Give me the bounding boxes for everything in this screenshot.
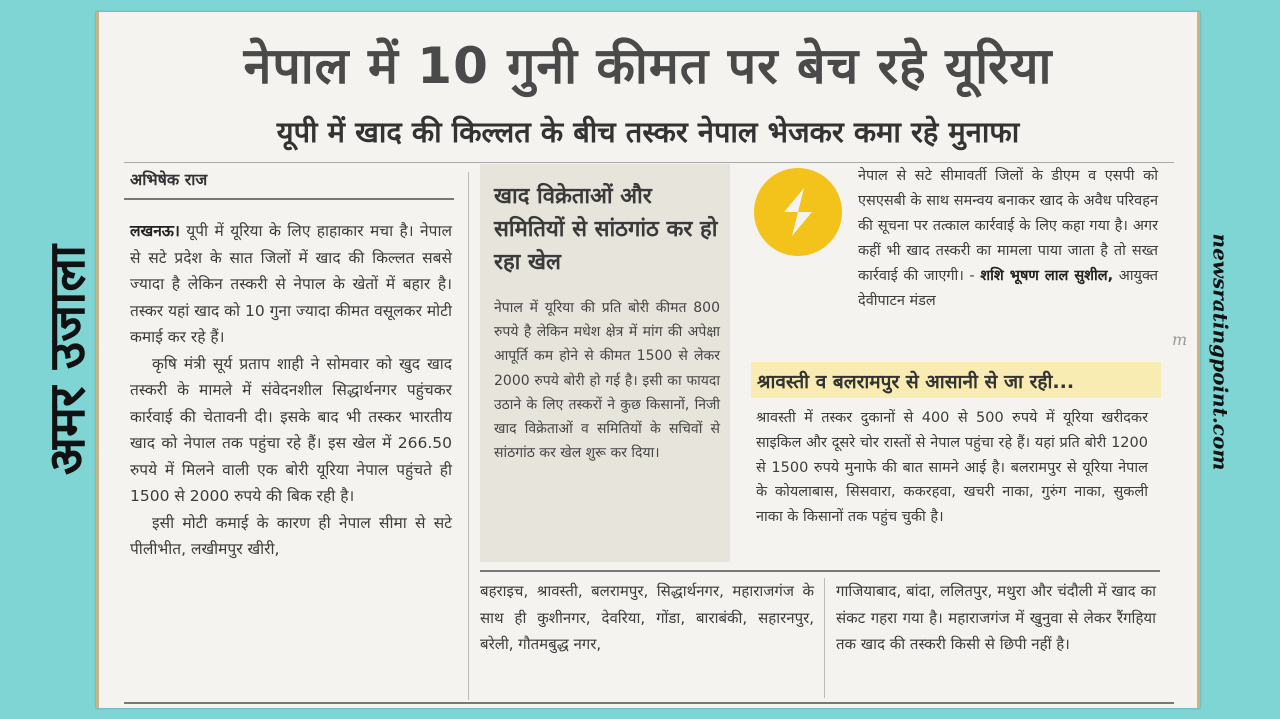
col1-paragraph-1: लखनऊ। यूपी में यूरिया के लिए हाहाकार मचा है। नेपाल से सटे प्रदेश के सात जिलों में खाद की किल्लत सबसे ज्यादा है लेकिन तस्करी से नेपाल के खेतों में बहार है। तस्कर यहां खाद को 10 गुना ज्यादा कीमत वसूलकर मोटी कमाई कर रहे हैं। (130, 222, 452, 346)
column-3-text: श्रावस्ती में तस्कर दुकानों से 400 से 500 रुपये में यूरिया खरीदकर साइकिल और दूसरे चोर रास्तों से नेपाल पहुंचा रहे हैं। यहां प्रति बोरी 1200 से 1500 रुपये मुनाफे की बात सामने आई है। बलरामपुर से यूरिया नेपाल के कोयलाबास, सिसवारा, ककरहवा, खचरी नाका, गुरुंग नाका, सुकली नाका के किसानों तक पहुंच चुकी है। (756, 410, 1148, 526)
quote-text: नेपाल से सटे सीमावर्ती जिलों के डीएम व एसपी को एसएसबी के साथ समन्वय बनाकर खाद के अवैध परिवहन की सूचना पर तत्काल कार्रवाई के लिए कहा गया है। अगर कहीं भी खाद तस्करी का मामला पाया जाता है तो सख्त कार्रवाई की जाएगी। - शशि भूषण लाल सुशील, आयुक्त देवीपाटन मंडल (858, 168, 1158, 309)
sidebar-box (480, 164, 730, 562)
highlight-heading-text: श्रावस्ती व बलरामपुर से आसानी से जा रही... (757, 371, 1075, 393)
watermark (1200, 222, 1240, 482)
col1-paragraph-2: कृषि मंत्री सूर्य प्रताप शाही ने सोमवार को खुद खाद तस्करी के मामले में संवेदनशील सिद्धार्थनगर पहुंचकर कार्रवाई की चेतावनी दी। इसके बाद भी तस्कर भारतीय खाद को नेपाल तक पहुंचा रहे हैं। इस खेल में 266.50 रुपये में मिलने वाली एक बोरी यूरिया नेपाल पहुंचते ही 1500 से 2000 रुपये की बिक रही है। (130, 354, 452, 505)
highlight-heading (751, 362, 1161, 398)
box-title: खाद विक्रेताओं और समितियों से सांठगांठ कर हो रहा खेल (494, 184, 718, 275)
column-divider-1 (468, 172, 469, 700)
subheadline: यूपी में खाद की किल्लत के बीच तस्कर नेपाल भेजकर कमा रहे मुनाफा (276, 115, 1020, 149)
rule-under-byline (124, 198, 454, 200)
quote-block (748, 164, 1158, 364)
byline: अभिषेक राज (130, 170, 208, 189)
watermark-text: newsratingpoint.com (1208, 233, 1233, 471)
quote-designation: आयुक्त देवीपाटन मंडल (858, 268, 1158, 309)
column-divider-2 (824, 578, 825, 698)
dateline: लखनऊ। (130, 222, 180, 240)
corner-mark: m (1172, 330, 1188, 349)
bottom-column-3: गाजियाबाद, बांदा, ललितपुर, मथुरा और चंदौली में खाद का संकट गहरा गया है। महाराजगंज में खुनुवा से लेकर रैंगहिया तक खाद की तस्करी किसी से छिपी नहीं है। (836, 582, 1156, 653)
newspaper-brand (34, 160, 96, 560)
col1-paragraph-3: इसी मोटी कमाई के कारण ही नेपाल सीमा से सटे पीलीभीत, लखीमपुर खीरी, (130, 513, 452, 558)
column-1 (130, 218, 452, 563)
bottom-column-2: बहराइच, श्रावस्ती, बलरामपुर, सिद्धार्थनगर, महाराजगंज के साथ ही कुशीनगर, देवरिया, गोंडा, बाराबंकी, सहारनपुर, बरेली, गौतमबुद्ध नगर, (480, 582, 814, 653)
rule-lower-section (480, 570, 1160, 572)
rule-under-subheadline (124, 162, 1174, 163)
headline: नेपाल में 10 गुनी कीमत पर बेच रहे यूरिया (243, 37, 1053, 95)
rule-bottom (124, 702, 1174, 704)
quote-author: शशि भूषण लाल सुशील, (980, 268, 1114, 284)
newspaper-clipping (96, 12, 1233, 708)
brand-text: अमर उजाला (38, 244, 97, 476)
box-text: नेपाल में यूरिया की प्रति बोरी कीमत 800 रुपये है लेकिन मधेश क्षेत्र में मांग की अपेक्षा आपूर्ति कम होने से कीमत 1500 से लेकर 2000 रुपये बोरी हो गई है। इसी का फायदा उठाने के लिए तस्करों ने कुछ किसानों, निजी खाद विक्रेताओं व समितियों के सचिवों से सांठगांठ कर खेल शुरू कर दिया। (494, 300, 720, 462)
